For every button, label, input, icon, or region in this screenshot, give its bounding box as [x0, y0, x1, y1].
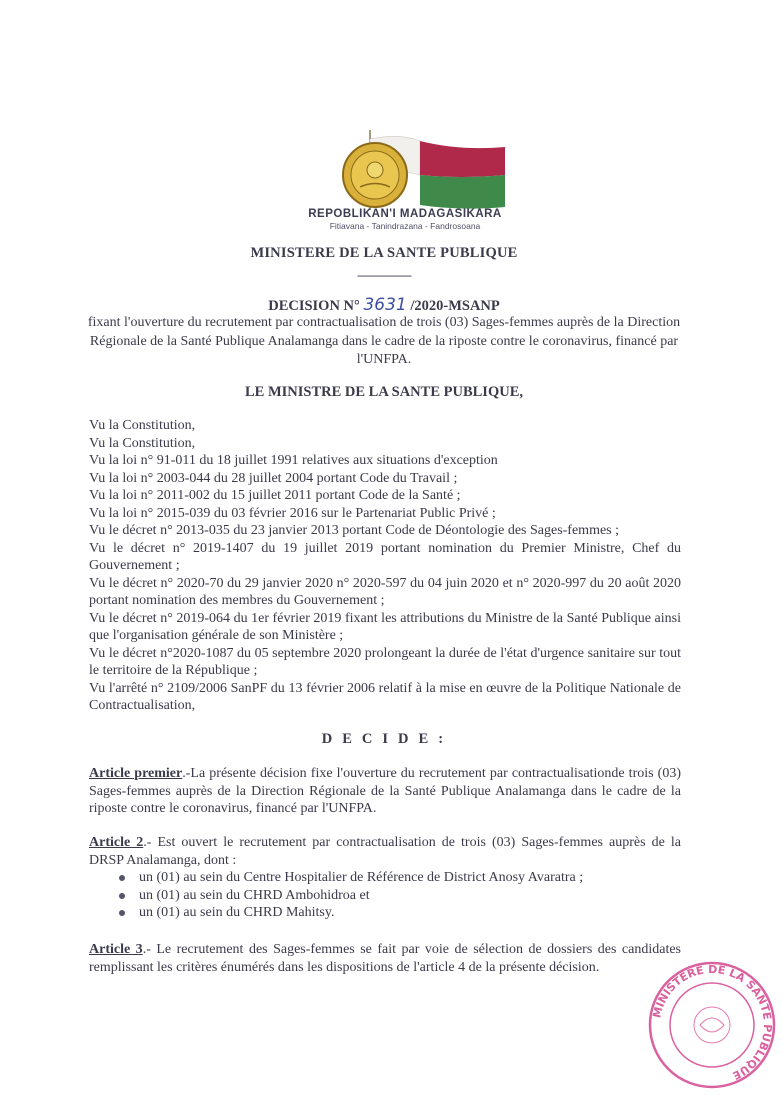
ministry-stamp [642, 955, 782, 1095]
bullet-icon [119, 910, 125, 916]
article-1-title: Article premier [89, 766, 183, 781]
article-3 [89, 941, 681, 976]
republic-name: REPOBLIKAN'I MADAGASIKARA [308, 208, 502, 220]
bullet-icon [119, 893, 125, 899]
ministry-heading: MINISTERE DE LA SANTE PUBLIQUE [250, 245, 518, 261]
visa-item: Vu le décret n° 2020-70 du 29 janvier 2020 n° 2020-597 du 04 juin 2020 et n° 2020-997 du 20 août 2020 portant nomination des membres du Gouvernement ; [89, 575, 681, 608]
list-item [119, 904, 681, 922]
list-item [119, 887, 681, 905]
list-item-text: un (01) au sein du Centre Hospitalier de Référence de District Anosy Avaratra ; [139, 870, 584, 885]
visa-item: Vu la loi n° 2003-044 du 28 juillet 2004 portant Code du Travail ; [89, 470, 458, 486]
national-emblem [330, 125, 530, 220]
list-item-text: un (01) au sein du CHRD Mahitsy. [139, 905, 335, 920]
visa-item: Vu la loi n° 2011-002 du 15 juillet 2011 portant Code de la Santé ; [89, 488, 461, 503]
article-2-title: Article 2 [89, 835, 144, 850]
decision-number-handwritten: 3631 [363, 295, 407, 315]
visa-list [89, 417, 681, 715]
visa-item: Vu le décret n° 2019-1407 du 19 juillet 2019 portant nomination du Premier Ministre, Chef du Gouvernement ; [89, 540, 681, 573]
stamp-text: MINISTERE DE LA SANTE PUBLIQUE [650, 962, 775, 1083]
decision-prefix: DECISION N° [268, 298, 360, 314]
visa-item: Vu le décret n° 2019-064 du 1er février 2019 fixant les attributions du Ministre de la Santé Publique ainsi que l'organisation générale de son Ministère ; [89, 610, 681, 643]
visa-item: Vu la Constitution, [89, 435, 196, 451]
decision-number-line [0, 295, 768, 315]
visa-item: Vu la loi n° 2015-039 du 03 février 2016 sur le Partenariat Public Privé ; [89, 505, 496, 521]
visa-item: Vu la Constitution, [89, 418, 196, 433]
visa-item: Vu le décret n°2020-1087 du 05 septembre 2020 prolongeant la durée de l'état d'urgence sanitaire sur tout le territoire de la République ; [89, 645, 681, 678]
visa-item: Vu la loi n° 91-011 du 18 juillet 1991 relatives aux situations d'exception [89, 453, 498, 468]
article-1 [89, 765, 681, 818]
list-item [119, 869, 681, 887]
article-3-title: Article 3 [89, 942, 143, 957]
article-1-text: .-La présente décision fixe l'ouverture du recrutement par contractualisationde trois (03) Sages-femmes auprès de la Direction Régionale de la Santé Publique Analamanga dans le cadre de la riposte contre le coronavirus, financé par l'UNFPA. [89, 766, 682, 816]
decision-suffix: /2020-MSANP [410, 298, 500, 314]
decision-subtitle: fixant l'ouverture du recrutement par contractualisation de trois (03) Sages-femmes auprès de la Direction Régionale de la Santé Publique Analamanga dans le cadre de la riposte contre le coronavirus, financé par l'UNFPA. [87, 315, 681, 367]
article-2-list [89, 869, 681, 922]
bullet-icon [119, 875, 125, 881]
visa-item: Vu le décret n° 2013-035 du 23 janvier 2013 portant Code de Déontologie des Sages-femmes ; [89, 523, 620, 538]
visa-item: Vu l'arrêté n° 2109/2006 SanPF du 13 février 2006 relatif à la mise en œuvre de la Politique Nationale de Contractualisation, [89, 680, 681, 713]
national-motto: Fitiavana - Tanindrazana - Fandrosoana [329, 221, 481, 231]
article-2-text: .- Est ouvert le recrutement par contractualisation de trois (03) Sages-femmes auprès de la DRSP Analamanga, dont : [89, 835, 681, 868]
article-3-text: .- Le recrutement des Sages-femmes se fait par voie de sélection de dossiers des candidates remplissant les critères énumérés dans les dispositions de l'article 4 de la présente décision. [89, 942, 681, 975]
article-2 [89, 834, 681, 922]
separator-line: ------------------ [357, 268, 411, 282]
minister-heading: LE MINISTRE DE LA SANTE PUBLIQUE, [245, 384, 523, 400]
list-item-text: un (01) au sein du CHRD Ambohidroa et [139, 887, 370, 903]
decide-heading: D E C I D E : [321, 731, 447, 747]
